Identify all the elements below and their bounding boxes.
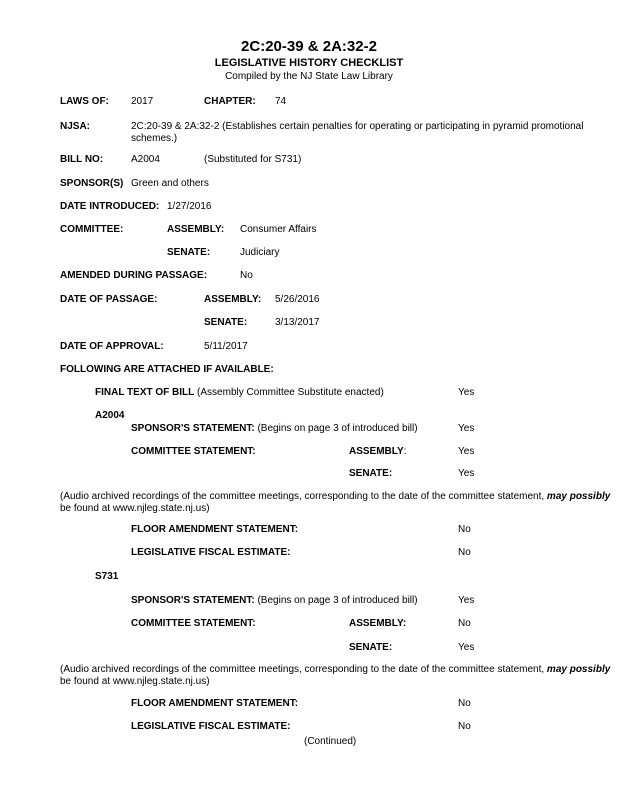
committee-label: COMMITTEE: — [60, 224, 124, 235]
s731-committee-senate-label: SENATE: — [349, 642, 393, 653]
passage-assembly-value: 5/26/2016 — [275, 294, 320, 305]
s731-committee-label: COMMITTEE STATEMENT: — [131, 618, 256, 629]
a2004-audio-note-line2: be found at www.njleg.state.nj.us) — [60, 503, 210, 514]
s731-committee-senate-value: Yes — [458, 642, 475, 653]
s731-audio-note-line2: be found at www.njleg.state.nj.us) — [60, 676, 210, 687]
a2004-audio-note-text: (Audio archived recordings of the committee meetings, corresponding to the date of the committee statement, — [60, 491, 547, 502]
continued-note: (Continued) — [304, 736, 357, 747]
a2004-committee-assembly-label: ASSEMBLY — [349, 446, 404, 457]
a2004-committee-assembly-colon: : — [403, 446, 407, 457]
s731-audio-note-emphasis: may possibly — [546, 664, 611, 675]
committee-assembly-label: ASSEMBLY: — [167, 224, 225, 235]
laws-of-value: 2017 — [131, 96, 154, 107]
s731-heading: S731 — [95, 571, 119, 582]
final-text-row — [95, 387, 384, 399]
chapter-value: 74 — [275, 96, 287, 107]
s731-fiscal-label: LEGISLATIVE FISCAL ESTIMATE: — [131, 721, 291, 732]
committee-senate-label: SENATE: — [167, 247, 211, 258]
sponsors-label: SPONSOR(S) — [60, 178, 124, 189]
a2004-sponsor-note: (Begins on page 3 of introduced bill) — [257, 423, 418, 434]
s731-fiscal-value: No — [458, 721, 471, 732]
s731-committee-assembly-label: ASSEMBLY: — [349, 618, 407, 629]
final-text-label: FINAL TEXT OF BILL — [95, 387, 195, 398]
date-introduced-label: DATE INTRODUCED: — [60, 201, 160, 212]
a2004-fiscal-value: No — [458, 547, 471, 558]
final-text-value: Yes — [458, 387, 475, 398]
s731-floor-label: FLOOR AMENDMENT STATEMENT: — [131, 698, 299, 709]
njsa-description-line2: schemes.) — [131, 133, 178, 144]
amended-label: AMENDED DURING PASSAGE: — [60, 270, 208, 281]
bill-no-note: (Substituted for S731) — [204, 154, 302, 165]
approval-value: 5/11/2017 — [204, 341, 248, 352]
a2004-floor-value: No — [458, 524, 471, 535]
s731-committee-assembly-value: No — [458, 618, 471, 629]
a2004-sponsor-label: SPONSOR'S STATEMENT: — [131, 423, 255, 434]
s731-sponsor-row — [131, 595, 418, 607]
a2004-committee-label: COMMITTEE STATEMENT: — [131, 446, 256, 457]
sponsors-value: Green and others — [131, 178, 209, 189]
final-text-note: (Assembly Committee Substitute enacted) — [197, 387, 384, 398]
amended-value: No — [240, 270, 253, 281]
page-title: 2C:20-39 & 2A:32-2 — [241, 38, 377, 55]
passage-assembly-label: ASSEMBLY: — [204, 294, 262, 305]
a2004-audio-note-line1 — [60, 491, 610, 503]
committee-senate-value: Judiciary — [240, 247, 280, 258]
bill-no-label: BILL NO: — [60, 154, 104, 165]
approval-label: DATE OF APPROVAL: — [60, 341, 164, 352]
a2004-heading: A2004 — [95, 410, 125, 421]
a2004-fiscal-label: LEGISLATIVE FISCAL ESTIMATE: — [131, 547, 291, 558]
passage-label: DATE OF PASSAGE: — [60, 294, 158, 305]
a2004-committee-senate-value: Yes — [458, 468, 475, 479]
a2004-floor-label: FLOOR AMENDMENT STATEMENT: — [131, 524, 299, 535]
a2004-committee-assembly — [349, 446, 406, 458]
attached-heading: FOLLOWING ARE ATTACHED IF AVAILABLE: — [60, 364, 274, 375]
a2004-audio-note-emphasis: may possibly — [546, 491, 611, 502]
date-introduced-value: 1/27/2016 — [167, 201, 212, 212]
laws-of-label: LAWS OF: — [60, 96, 109, 107]
passage-senate-value: 3/13/2017 — [275, 317, 320, 328]
s731-sponsor-label: SPONSOR'S STATEMENT: — [131, 595, 255, 606]
s731-floor-value: No — [458, 698, 471, 709]
s731-sponsor-value: Yes — [458, 595, 475, 606]
page-subtitle: LEGISLATIVE HISTORY CHECKLIST — [214, 57, 404, 69]
s731-audio-note-text: (Audio archived recordings of the committee meetings, corresponding to the date of the committee statement, — [60, 664, 547, 675]
njsa-description-line1: 2C:20-39 & 2A:32-2 (Establishes certain penalties for operating or participating in pyramid promotional — [131, 121, 584, 132]
committee-assembly-value: Consumer Affairs — [240, 224, 317, 235]
compiled-by: Compiled by the NJ State Law Library — [225, 71, 393, 82]
a2004-sponsor-value: Yes — [458, 423, 475, 434]
passage-senate-label: SENATE: — [204, 317, 248, 328]
chapter-label: CHAPTER: — [204, 96, 256, 107]
bill-no-value: A2004 — [131, 154, 160, 165]
a2004-committee-senate-label: SENATE: — [349, 468, 393, 479]
s731-sponsor-note: (Begins on page 3 of introduced bill) — [257, 595, 418, 606]
a2004-sponsor-row — [131, 423, 418, 435]
a2004-committee-assembly-value: Yes — [458, 446, 475, 457]
njsa-label: NJSA: — [60, 121, 91, 132]
s731-audio-note-line1 — [60, 664, 610, 676]
